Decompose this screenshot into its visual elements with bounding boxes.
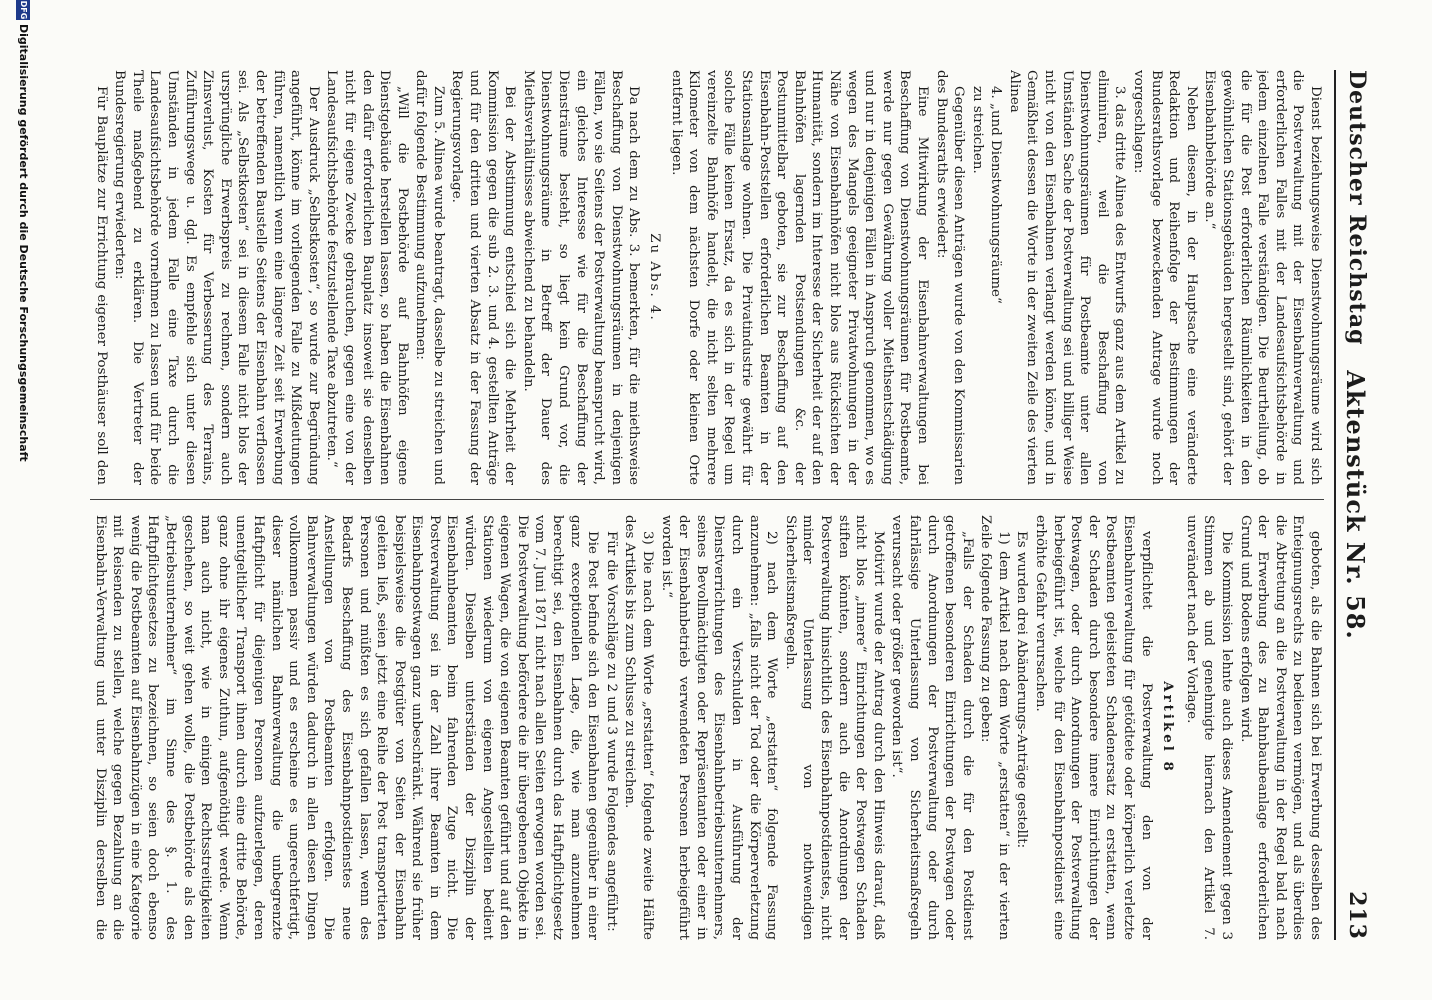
credit-text: Digitalisierung gefördert durch die Deutsche Forschungsgemeinschaft xyxy=(17,24,30,462)
paragraph: „Falls der Schaden durch die für den Postdienst getroffenen besonderen Einrichtungen der Postwagen oder durch Anordnungen der Postverwaltung oder durch fahrlässige Unterlassung von Sicherheitsmaßregeln verursacht oder größer geworden ist“. xyxy=(889,515,975,940)
paragraph: 3) Die nach dem Worte „erstatten“ folgende zweite Hälfte des Artikels bis zum Schlusse zu streichen. xyxy=(622,515,656,940)
section-heading: Zu Abs. 4. xyxy=(647,233,663,322)
header-document-number: Aktenstück Nr. 58. xyxy=(1341,370,1370,640)
paragraph: geboten, als die Bahnen sich bei Erwerbung desselben des Enteignungsrechts zu bedienen vermögen, und als überdies die Abtretung an die Postverwaltung in der Regel bald nach der Erwerbung des zu Bahnbaubeanlage erforderlichen Grund und Bodens erfolgen wird. xyxy=(1237,515,1323,940)
paragraph: Da nach dem zu Abs. 3. bemerkten, für die miethsweise Beschaffung von Dienstwohnungsräumen in denjenigen Fällen, wo sie Seitens der Postverwaltung beansprucht wird, ein gleiches Interesse wie für die Beschaffung der Diensträume besteht, so liegt kein Grund vor, die Dienstwohnungsräume in Betreff der Dauer des Miethsverhältnisses abweichend zu behandeln. xyxy=(520,70,642,485)
paragraph: Es wurden drei Abänderungs-Anträge gestellt: xyxy=(1014,531,1030,849)
paragraph: 4. „und Dienstwohnungsräume“ xyxy=(988,86,1004,304)
page-number: 213 xyxy=(1344,891,1370,940)
paragraph: Die Post befinde sich den Eisenbahnen gegenüber in einer ganz exceptionellen Lage, die, wie man anzunehmen berechtigt sei, den Eisenbahnen durch das Haftpflichtgesetz vom 7. Juni 1871 nicht nach allen Seiten erwogen worden sei. Die Postverwaltung befördere die ihr übergebenen Objekte in eigenen Wagen, die von eigenen Beamten geführt und auf den Stationen wiederum von eigenen Angestellten bedient würden. Dieselben unterständen der Disziplin der Eisenbahnbeamten beim fahrenden Zuge nicht. Die Postverwaltung sei in der Zahl ihrer Beamten in dem Eisenbahnpostwagen ganz unbeschränkt. Während sie früher beispielsweise die Postgüter von Seiten der Eisenbahn geleiten ließ, seien jetzt eine Reihe der Post transportierten Personen und müßten es sich gefallen lassen, wenn des Bedarfs Beschaffung des Eisenbahnpostdienstes neue Anstellungen von Postbeamten erfolgen. Die Bahnverwaltungen würden dadurch in allen diesen Dingen vollkommen passiv und es erscheine es ungerechtfertigt, dieser nämlichen Bahnverwaltung die unbegrenzte Haftpflicht für diejenigen Personen aufzuerlegen, deren unentgeltlicher Transport ihnen durch eine dritte Behörde, ganz ohne ihr eigenes Zuthun, aufgenöthigt werde. Wenn man auch nicht, wie in einigen Rechtsstreitigkeiten geschehen, so weit gehen wolle, die Postbehörde als den „Betriebsunternehmer“ im Sinne des §. 1. des Haftpflichtgesetzes zu bezeichnen, so seien doch ebenso wenig die Postbeamten auf Eisenbahnzügen in eine Kategorie mit Reisenden zu stellen, welche gegen Bezahlung an die Eisenbahn-Verwaltung und unter Disziplin derselben die xyxy=(92,515,601,940)
column-divider xyxy=(90,499,1324,500)
section-heading: Artikel 8 xyxy=(1160,681,1177,774)
dfg-logo-icon: DFG xyxy=(16,0,30,20)
paragraph: Für Bauplätze zur Errichtung eigener Posthäuser soll den xyxy=(93,86,109,485)
page-header xyxy=(1334,70,1376,940)
paragraph: Zum 5. Alinea wurde beantragt, dasselbe zu streichen und dafür folgende Bestimmung aufzunehmen: xyxy=(413,70,446,485)
right-text-column xyxy=(90,515,1324,940)
paragraph: Dienst beziehungsweise Dienstwohnungsräume wird sich die Postverwaltung mit der Eisenbahnverwaltung und erforderlichen Falles mit der Landesaufsichtsbehörde in jedem einzelnen Falle verständigen. Die Beurtheilung, ob die für die Post erforderlichen Räumlichkeiten in den gewöhnlichen Stationsgebäuden hergestellt sind, gehört der Eisenbahnbehörde an.“ xyxy=(1202,70,1323,485)
paragraph: zu streichen. xyxy=(969,86,985,174)
paragraph: „Will die Postbehörde auf Bahnhöfen eigene Dienstgebäude herstellen lassen, so haben die Eisenbahnen den dafür erforderlichen Bauplatz insoweit sie denselben nicht für eigene Zwecke gebrauchen, gegen eine von der Landesaufsichtsbehörde festzustellende Taxe abzutreten.“ xyxy=(324,70,410,485)
paragraph: Neben diesem, in der Hauptsache eine veränderte Redaktion und Reihenfolge der Bestimmungen der Bundesrathsvorlage bezweckenden Antrage wurde noch vorgeschlagen: xyxy=(1131,70,1199,485)
digitization-credit xyxy=(12,0,34,1000)
paragraph: Eine Mitwirkung der Eisenbahnverwaltungen bei Beschaffung von Dienstwohnungsräumen für Postbeamte, werde nur gegen Gewährung voller Miethsentschädigung und nur in denjenigen Fällen in Anspruch genommen, wo es wegen des Mangels geeigneter Privatwohnungen in der Nähe von Eisenbahnhöfen nicht blos aus Rücksichten der Humanität, sondern im Interesse der Sicherheit der auf den Bahnhöfen lagernden Postsendungen &c. der Postunmittelbar geboten, sie zur Beschaffung auf den Eisenbahn-Poststellen erforderlichen Beamten in der Stationsanlage wohnen. Die Privatindustrie gewährt für solche Fälle keinen Ersatz, da es sich in der Regel um vereinzelte Bahnhöfe handelt, die nicht selten mehrere Kilometer von dem nächsten Dorfe oder kleinen Orte entfernt liegen. xyxy=(668,70,930,485)
paragraph: Der Ausdruck „Selbstkosten“, so wurde zur Begründung angeführt, könne im vorliegenden Falle zu Mißdeutungen führen, namentlich wenn eine längere Zeit seit Erwerbung der betreffenden Baustelle Seitens der Eisenbahn verflossen sei. Als „Selbstkosten“ sei in diesem Falle nicht blos der ursprüngliche Erwerbspreis zu rechnen, sondern auch Zinsverlust, Kosten für Verbesserung des Terrains, Zuführungswege u. dgl. Es empfehle sich unter diesen Umständen in jedem Falle eine Taxe durch die Landesaufsichtsbehörde vornehmen zu lassen und für beide Theile maßgebend zu erklären. Die Vertreter der Bundesregierung erwiederten: xyxy=(112,70,321,485)
paragraph: Motivirt wurde der Antrag durch den Hinweis darauf, daß nicht blos „innere“ Einrichtungen der Postwagen Schaden stiften könnten, sondern auch die Anordnungen der Postverwaltung hinsichtlich des Eisenbahnpostdienstes, nicht minder Unterlassung von nothwendigen Sicherheitsmaßregeln. xyxy=(782,515,886,940)
left-text-column xyxy=(90,70,1324,485)
paragraph: Gegenüber diesen Anträgen wurde von den Kommissarien des Bundesraths erwiedert: xyxy=(933,70,967,485)
header-publication-title: Deutscher Reichstag xyxy=(1344,70,1370,346)
paragraph: Bei der Abstimmung entschied sich die Mehrheit der Kommission gegen die sub 2. 3. und 4. gestellten Anträge und für den dritten und vierten Absatz in der Fassung der Regierungsvorlage. xyxy=(449,70,518,485)
paragraph: 3. das dritte Alinea des Entwurfs ganz aus dem Artikel zu eliminiren, weil die Beschaffung von Dienstwohnungsräumen für Postbeamte unter allen Umständen Sache der Postverwaltung sei und billiger Weise nicht von den Eisenbahnen verlangt werden könne, und in Gemäßheit dessen die Worte in der zweiten Zeile des vierten Alinea xyxy=(1006,70,1128,485)
paragraph: 1) dem Artikel nach dem Worte „erstatten“ in der vierten Zeile folgende Fassung zu geben: xyxy=(978,515,1011,940)
paragraph: verpflichtet die Postverwaltung den von der Eisenbahnverwaltung für getödtete oder körperlich verletzte Postbeamten geleisteten Schadenersatz zu erstatten, wenn der Schaden durch besondere innere Einrichtungen der Postwagen, oder durch Anordnungen der Postverwaltung herbeigeführt ist, welche für den Eisenbahnpostdienst eine erhöhte Gefahr verursachen. xyxy=(1033,515,1154,940)
paragraph: Die Kommission lehnte auch dieses Amendement gegen 3 Stimmen ab und genehmigte hiernach den Artikel 7. unverändert nach der Vorlage. xyxy=(1183,515,1235,940)
paragraph: Für die Vorschläge zu 2 und 3 wurde Folgendes angeführt: xyxy=(603,531,619,932)
paragraph: 2) nach dem Worte „erstatten“ folgende Fassung anzunehmen: „falls nicht der Tod oder die Körperverletzung durch ein Verschulden in Ausführung der Dienstverrichtungen des Eisenbahnbetriebsunternehmers, seines Bevollmächtigten oder Repräsentanten oder einer in der Eisenbahnbetrieb verwendeten Personen herbeigeführt worden ist.“ xyxy=(658,515,780,940)
